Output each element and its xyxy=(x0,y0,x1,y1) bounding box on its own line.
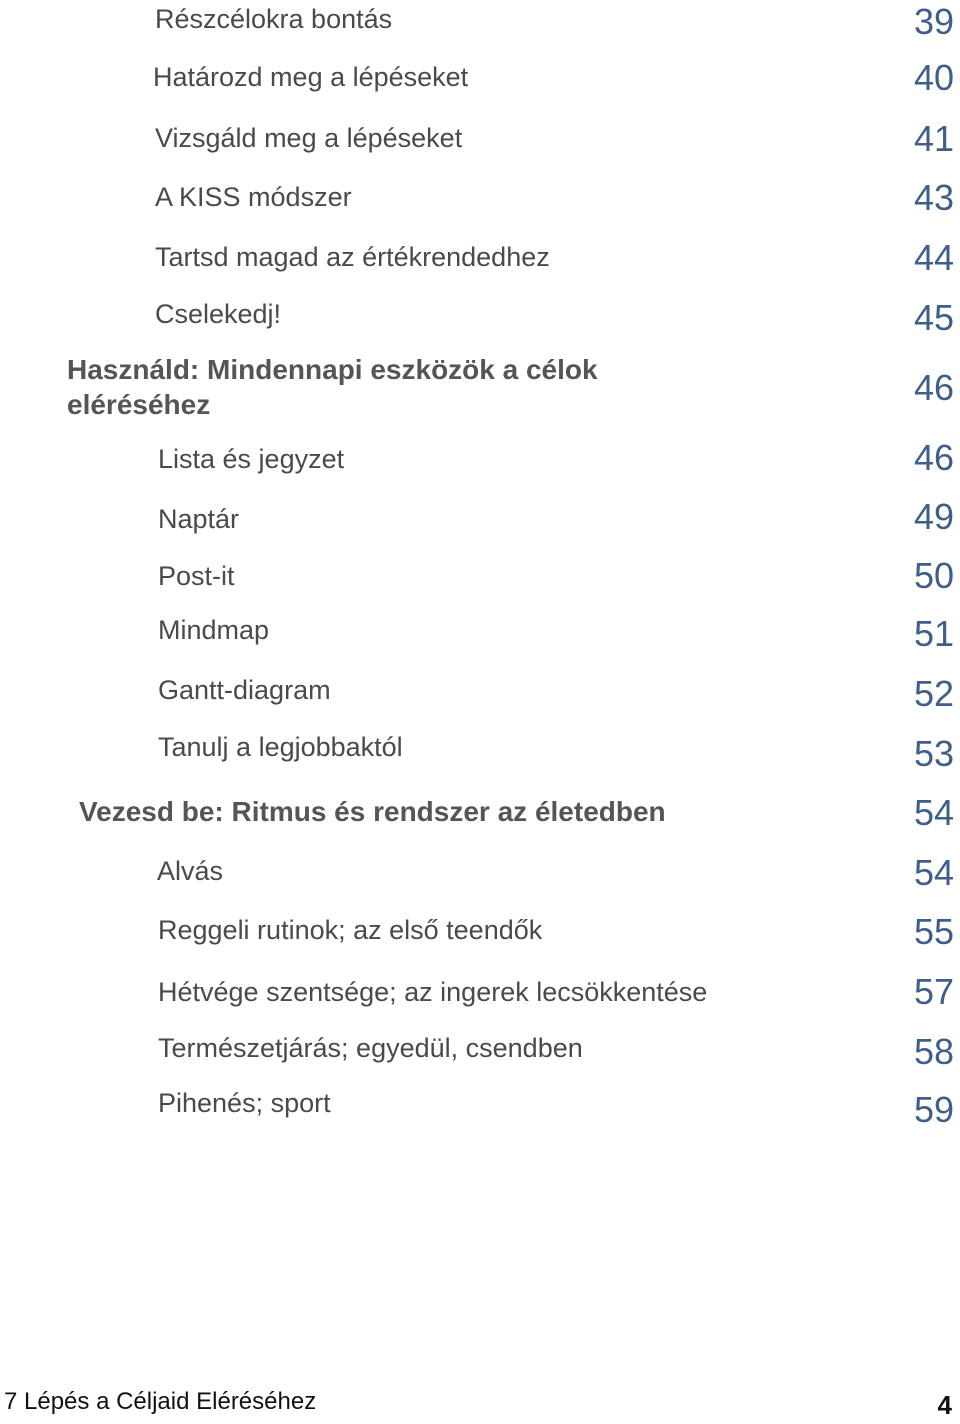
toc-entry-page[interactable]: 49 xyxy=(913,496,954,537)
toc-entry-page[interactable]: 57 xyxy=(913,971,954,1012)
toc-section-heading[interactable]: Vezesd be: Ritmus és rendszer az életedben xyxy=(79,796,666,827)
toc-entry-title[interactable]: Hétvége szentsége; az ingerek lecsökkentése xyxy=(158,977,708,1007)
toc-entry-title[interactable]: Természetjárás; egyedül, csendben xyxy=(158,1033,583,1063)
toc-entry-title[interactable]: Naptár xyxy=(158,504,240,534)
toc-entry-page[interactable]: 54 xyxy=(913,852,954,893)
toc-entry-page[interactable]: 54 xyxy=(913,792,954,833)
toc-entry-page[interactable]: 51 xyxy=(913,613,954,654)
toc-entry-title[interactable]: Reggeli rutinok; az első teendők xyxy=(158,915,543,945)
toc-entry-page[interactable]: 53 xyxy=(913,733,954,774)
footer-page-number: 4 xyxy=(937,1390,952,1420)
footer-book-title: 7 Lépés a Céljaid Eléréséhez xyxy=(4,1388,317,1415)
toc-entry-title[interactable]: Tanulj a legjobbaktól xyxy=(158,732,403,762)
toc-entry-title[interactable]: Mindmap xyxy=(158,615,270,645)
toc-entry-page[interactable]: 50 xyxy=(913,555,954,596)
toc-entry-page[interactable]: 43 xyxy=(913,177,954,218)
toc-entry-title[interactable]: Cselekedj! xyxy=(155,299,282,329)
toc-entry-title[interactable]: Gantt-diagram xyxy=(158,675,331,705)
toc-entry-page[interactable]: 41 xyxy=(913,118,954,159)
toc-entry-page[interactable]: 44 xyxy=(913,237,954,278)
toc-entry-page[interactable]: 40 xyxy=(913,57,954,98)
toc-section-heading[interactable]: Használd: Mindennapi eszközök a célok eléréséhez xyxy=(67,354,598,420)
toc-entry-title[interactable]: Lista és jegyzet xyxy=(158,444,345,474)
toc-entry-page[interactable]: 39 xyxy=(913,1,954,42)
toc-entry-page[interactable]: 59 xyxy=(913,1089,954,1130)
toc-entry-title[interactable]: Tartsd magad az értékrendedhez xyxy=(155,242,550,272)
toc-entry-page[interactable]: 46 xyxy=(913,367,954,408)
toc-entry-page[interactable]: 46 xyxy=(913,437,954,478)
toc-entry-page[interactable]: 52 xyxy=(913,673,954,714)
toc-entry-title[interactable]: Részcélokra bontás xyxy=(155,4,393,34)
toc-entry-title[interactable]: A KISS módszer xyxy=(155,182,352,212)
toc-entry-title[interactable]: Vizsgáld meg a lépéseket xyxy=(155,123,463,153)
toc-entry-page[interactable]: 45 xyxy=(913,297,954,338)
toc-entry-title[interactable]: Post-it xyxy=(158,561,235,591)
toc-entry-title[interactable]: Pihenés; sport xyxy=(158,1088,331,1118)
toc-entry-page[interactable]: 58 xyxy=(913,1031,954,1072)
toc-entry-page[interactable]: 55 xyxy=(913,911,954,952)
toc-entry-title[interactable]: Határozd meg a lépéseket xyxy=(153,62,469,92)
toc-entry-title[interactable]: Alvás xyxy=(157,856,224,886)
